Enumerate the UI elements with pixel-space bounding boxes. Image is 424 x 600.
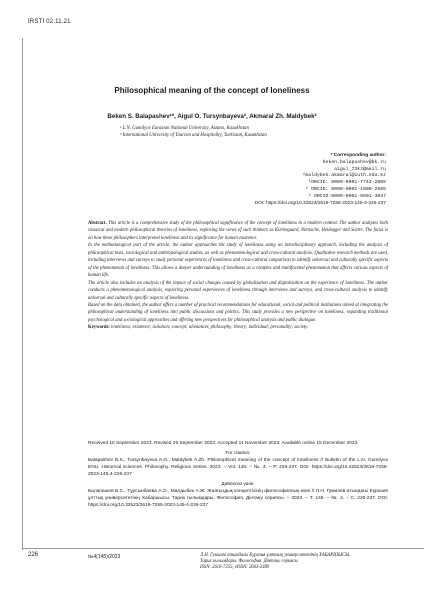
journal-series: Тарих ғылымдары. Философия. Дінтану сериясы [200, 559, 298, 565]
publication-dates: Received 10 September 2023. Revised 25 September 2023. Accepted 11 November 2023. Available online 15 December 2023. [88, 441, 359, 446]
abstract-paragraph: In the methodological part of the article, the author approaches the study of loneliness using an interdisciplinary approach, including the analysis of philosophical texts, sociological and anthropological studies, as well as phenomenological and cross-cultural analysis. Qualitative research methods are used, including interviews and surveys to study personal experiences of loneliness and cross-cultural comparison to identify universal and culturally specific aspects of the phenomenon of loneliness. This allows a deeper understanding of loneliness as a complex and multifaceted phenomenon that affects various aspects of human life. [88, 243, 388, 279]
abstract-paragraph [88, 220, 388, 242]
orcid-id[interactable]: ² ORCID:0000-0001-5601-3037 [308, 193, 386, 199]
affiliation-1: ¹ L.N. Gumilyov Eurasian National University, Astana, Kazakhstan [120, 126, 249, 131]
journal-info [200, 553, 400, 572]
citation-kz-text: Балапашев Б.С., Тұрсынбаева А.О., Малдыбек А.Ж. Жалғыздық концептісінің философиялық мәні // Л.Н. Гумилев атындағы Еуразия ұлттық университетінің Хабаршысы. Тарих ғылымдары. Философия. Дінтану сериясы. – 2023. – Т. 145. – №. 4. – С. 226-237. DOI: https://doi.org/10.32523/2616-7255-2023-145-4-226-237 [88, 489, 388, 508]
citation-text: Balapashev B.S., Tursynbayeva A.O., Maldybek A.Zh. Philosophical meaning of the concept of loneliness // Bulletin of the L.N. Gumilyov ENU. Historical sciences. Philosophy. Religious Series. 2023. – Vol. 145. – №. 4. – P. 226-237. DOI: https://doi.org/10.32523/2616-7255-2023-145-4-226-237 [88, 458, 388, 477]
abstract-label: Abstract. [88, 221, 107, 226]
footer-rule [22, 548, 424, 549]
keywords-text: loneliness; existence; isolation; concept; alienation; philosophy; theory; individual; personality; society. [111, 325, 309, 331]
keywords-label: Keywords: [88, 325, 110, 331]
keywords-line [88, 324, 388, 331]
article-title: Philosophical meaning of the concept of loneliness [114, 86, 310, 95]
email-link[interactable]: ²maldybek.akmaral@iuth.edu.kz [302, 173, 386, 179]
email-link[interactable]: aigul_73kz@mail.ru [334, 166, 386, 172]
orcid-id[interactable]: ² ORCID: 0000-0002-1900-2685 [305, 186, 386, 192]
author-list: Beken S. Balapashev¹*, Aigul O. Tursynbayeva², Akmaral Zh. Maldybek² [107, 113, 317, 120]
abstract-paragraph: Based on the data obtained, the author offers a number of practical recommendations for educational, social and political institutions aimed at integrating the philosophical understanding of loneliness into public discussions and politics. This study provides a new perspective on loneliness, expanding traditional psychological and sociological approaches and offering new perspectives for philosophical analysis and public dialogue. [88, 302, 388, 323]
irstii-code: IRSTI 02.11.21 [28, 19, 71, 25]
journal-name: Л.Н. Гумилев атындағы Еуразия ұлттық университетінің ХАБАРШЫСЫ. [200, 553, 351, 558]
journal-issn: ISSN: 2616-7255, eISSN: 2663-2489 [200, 565, 270, 571]
doi-link[interactable]: DOI: https://doi.org/10.32523/2616-7255-2023-145-4-226-237 [254, 200, 386, 206]
abstract-paragraph: The article also includes an analysis of the impact of social changes caused by globalization and digitalization on the experience of loneliness. The author conducts a phenomenological analysis, exploring personal experiences of loneliness through interviews and surveys, and cross-cultural analysis to identify universal and culturally specific aspects of loneliness. [88, 280, 388, 301]
citation-kz-label: Дәйексөз үшін: [221, 482, 255, 487]
issue-number: №4(145)/2023 [88, 554, 121, 560]
contact-block [226, 153, 386, 207]
citation-label: For citation: [225, 451, 251, 456]
email-link[interactable]: beken.balapashev@bk.ru [322, 159, 386, 165]
page-number: 226 [28, 552, 39, 558]
abstract-text: This article is a comprehensive study of the philosophical significance of the concept of loneliness in a modern context. The author analyzes both classical and modern philosophical theories of loneliness, exploring the views of such thinkers as Kierkegaard, Nietzsche, Heidegger and Sartre. The focus is on how these philosophers interpreted loneliness and its significance for human existence. [88, 221, 388, 241]
dates-and-citation [88, 440, 388, 509]
affiliation-2: ² International University of Tourism and Hospitality, Turkistan, Kazakhstan [120, 133, 267, 138]
corresponding-author-heading: * Corresponding author: [330, 153, 386, 158]
abstract-block [88, 220, 388, 332]
orcid-id[interactable]: ¹ORCID: 0000-0001-7744-2008 [308, 180, 386, 186]
